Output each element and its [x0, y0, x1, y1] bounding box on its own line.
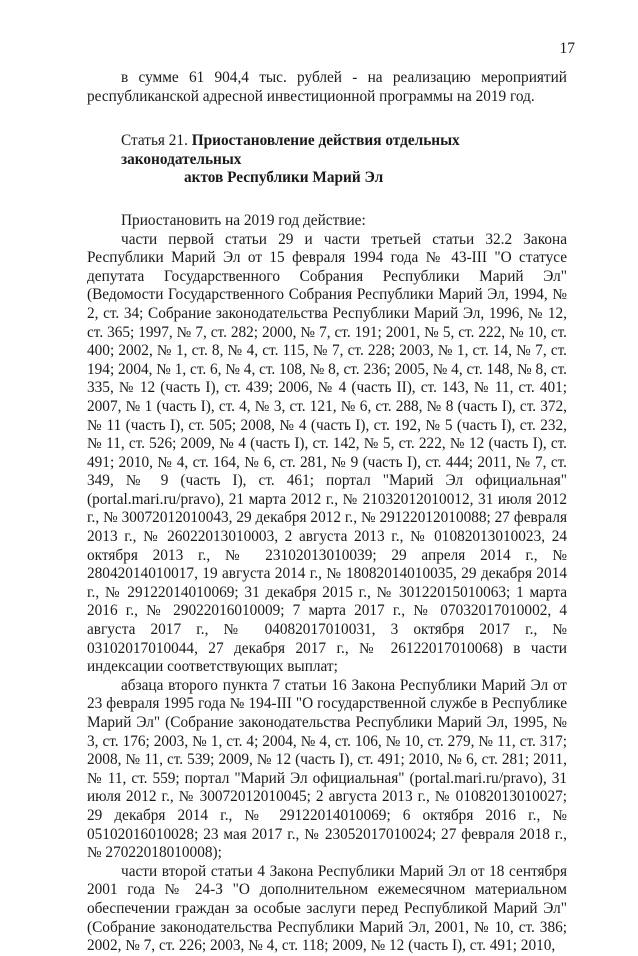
- intro-paragraph: в сумме 61 904,4 тыс. рублей - на реализацию мероприятий республиканской адресной инвестиционной программы на 2019 год.: [87, 69, 567, 105]
- document-body: [87, 69, 567, 956]
- article-number: Статья 21.: [121, 132, 188, 150]
- paragraph-material-support-law: части второй статьи 4 Закона Республики Марий Эл от 18 сентября 2001 года № 24-З "О дополнительном ежемесячном материальном обеспечении граждан за особые заслуги перед Республикой Марий Эл" (Собрание законодательства Республики Марий Эл, 2001, № 10, ст. 386; 2002, № 7, ст. 226; 2003, № 4, ст. 118; 2009, № 12 (часть I), ст. 491; 2010,: [87, 862, 567, 955]
- article-title-line-2: актов Республики Марий Эл: [184, 169, 384, 187]
- paragraph-deputy-status-law: части первой статьи 29 и части третьей статьи 32.2 Закона Республики Марий Эл от 15 февраля 1994 года № 43-III "О статусе депутата Государственного Собрания Республики Марий Эл" (Ведомости Государственного Собрания Республики Марий Эл, 1994, № 2, ст. 34; Собрание законодательства Республики Марий Эл, 1996, № 12, ст. 365; 1997, № 7, ст. 282; 2000, № 7, ст. 191; 2001, № 5, ст. 222, № 10, ст. 400; 2002, № 1, ст. 8, № 4, ст. 115, № 7, ст. 228; 2003, № 1, ст. 14, № 7, ст. 194; 2004, № 1, ст. 6, № 4, ст. 108, № 8, ст. 236; 2005, № 4, ст. 148, № 8, ст. 335, № 12 (часть I), ст. 439; 2006, № 4 (часть II), ст. 143, № 11, ст. 401; 2007, № 1 (часть I), ст. 4, № 3, ст. 121, № 6, ст. 288, № 8 (часть I), ст. 372, № 11 (часть I), ст. 505; 2008, № 4 (часть I), ст. 192, № 5 (часть I), ст. 232, № 11, ст. 526; 2009, № 4 (часть I), ст. 142, № 5, ст. 222, № 12 (часть I), ст. 491; 2010, № 4, ст. 164, № 6, ст. 281, № 9 (часть I), ст. 444; 2011, № 7, ст. 349, № 9 (часть I), ст. 461; портал "Марий Эл официальная" (portal.mari.ru/pravo), 21 марта 2012 г., № 21032012010012, 31 июля 2012 г., № 30072012010043, 29 декабря 2012 г., № 29122012010088; 27 февраля 2013 г., № 26022013010003, 2 августа 2013 г., № 01082013010023, 24 октября 2013 г., № 23102013010039; 29 апреля 2014 г., № 28042014010017, 19 августа 2014 г., № 18082014010035, 29 декабря 2014 г., № 29122014010069; 31 декабря 2015 г., № 30122015010063; 1 марта 2016 г., № 29022016010009; 7 марта 2017 г., № 07032017010002, 4 августа 2017 г., № 04082017010031, 3 октября 2017 г., № 03102017010044, 27 декабря 2017 г., № 26122017010068) в части индексации соответствующих выплат;: [87, 230, 567, 676]
- article-title-line-1: Приостановление действия отдельных законодательных: [121, 132, 460, 168]
- paragraph-civil-service-law: абзаца второго пункта 7 статьи 16 Закона Республики Марий Эл от 23 февраля 1995 года № 194-III "О государственной службе в Республике Марий Эл" (Собрание законодательства Республики Марий Эл, 1995, № 3, ст. 176; 2003, № 1, ст. 4; 2004, № 4, ст. 106, № 10, ст. 279, № 11, ст. 317; 2008, № 11, ст. 539; 2009, № 12 (часть I), ст. 491; 2010, № 6, ст. 281; 2011, № 11, ст. 559; портал "Марий Эл официальная" (portal.mari.ru/pravo), 31 июля 2012 г., № 30072012010045; 2 августа 2013 г., № 01082013010027; 29 декабря 2014 г., № 29122014010069; 6 октября 2016 г., № 05102016010028; 23 мая 2017 г., № 23052017010024; 27 февраля 2018 г., № 27022018010008);: [87, 676, 567, 862]
- article-heading: [87, 132, 567, 188]
- paragraph-suspend-intro: Приостановить на 2019 год действие:: [121, 211, 366, 229]
- page-number: 17: [559, 40, 575, 57]
